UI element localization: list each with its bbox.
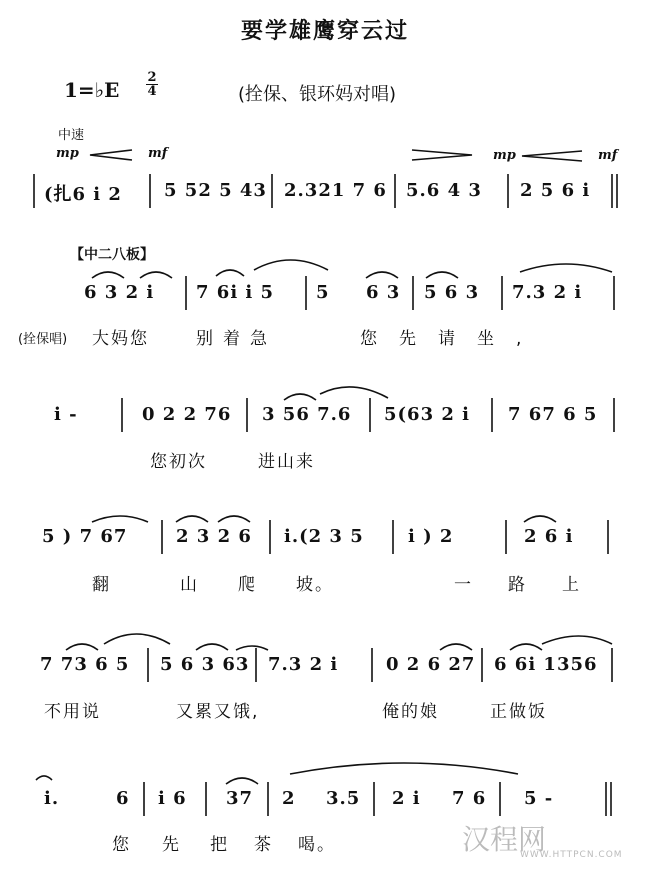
- row5-lyric-1: 不用说: [44, 702, 101, 722]
- slur: [66, 644, 98, 650]
- slur: [216, 270, 244, 276]
- row6-note-1: i.: [44, 788, 60, 809]
- tempo-marking: 中速: [58, 128, 85, 143]
- slur: [520, 264, 612, 272]
- slur: [196, 644, 228, 650]
- row4-lyric-4: 坡。: [296, 575, 334, 595]
- row4-lyric-1: 翻: [92, 575, 111, 595]
- row2-lyric-2: 别着急: [196, 329, 277, 349]
- slur: [510, 644, 542, 650]
- row6-note-8: 7 6: [452, 788, 487, 809]
- singer-prefix: (拴保唱): [18, 332, 68, 347]
- row6-note-7: 2 i: [392, 788, 421, 809]
- time-signature-denominator: 4: [147, 84, 157, 99]
- row5-measure-4: 0 2 6 27: [386, 654, 476, 675]
- row4-measure-5: 2 6 i: [524, 526, 574, 547]
- row4-measure-2: 2 3 2 6: [176, 526, 252, 547]
- time-signature-numerator: 2: [147, 70, 157, 85]
- row6-lyric-1: 您: [112, 835, 131, 855]
- row2-measure-3a: 5: [316, 282, 330, 303]
- row4-lyric-5: 一: [454, 575, 473, 595]
- row3-measure-1: i -: [54, 404, 78, 425]
- row6-lyric-4: 茶: [254, 835, 273, 855]
- row1-measure-2: 5 52 5 43: [164, 180, 267, 201]
- row5-measure-3: 7.3 2 i: [268, 654, 339, 675]
- row5-measure-2: 5 6 3 63: [160, 654, 250, 675]
- row2-measure-4: 5 6 3: [424, 282, 480, 303]
- row4-measure-4: i ) 2: [408, 526, 454, 547]
- crescendo-hairpin: [522, 151, 582, 161]
- row6-lyric-5: 喝。: [298, 835, 336, 855]
- dynamic-mf-2: mf: [598, 148, 618, 163]
- slur: [176, 516, 208, 522]
- watermark-url: WWW.HTTPCN.COM: [520, 850, 623, 860]
- row6-note-2: 6: [116, 788, 130, 809]
- row4-measure-1: 5 ) 7 67: [42, 526, 128, 547]
- slur: [92, 272, 124, 278]
- row1-measure-1: (扎6 i 2: [44, 184, 122, 205]
- dynamic-mp-2: mp: [493, 148, 516, 163]
- row6-note-9: 5 -: [524, 788, 554, 809]
- slur: [290, 763, 518, 774]
- row6-note-6: 3.5: [326, 788, 361, 809]
- slur: [218, 516, 250, 522]
- dynamic-mf-1: mf: [148, 146, 168, 161]
- slur: [366, 272, 398, 278]
- slur: [92, 516, 148, 522]
- row4-lyric-6: 路: [508, 575, 527, 595]
- slur: [440, 644, 472, 650]
- decrescendo-hairpin: [412, 150, 472, 160]
- row6-note-5: 2: [282, 788, 296, 809]
- row3-measure-3: 3 56 7.6: [262, 404, 352, 425]
- row6-lyric-3: 把: [210, 835, 229, 855]
- row6-lyric-2: 先: [162, 835, 181, 855]
- row3-lyric-1: 您初次: [150, 452, 207, 472]
- slur: [320, 387, 388, 398]
- row4-measure-3: i.(2 3 5: [284, 526, 364, 547]
- slur: [426, 272, 458, 278]
- row2-measure-5: 7.3 2 i: [512, 282, 583, 303]
- crescendo-hairpin: [90, 150, 132, 160]
- row1-measure-5: 2 5 6 i: [520, 180, 591, 201]
- slur: [226, 778, 258, 784]
- row4-lyric-7: 上: [562, 575, 581, 595]
- row3-lyric-2: 进山来: [258, 452, 315, 472]
- slur: [524, 516, 556, 522]
- song-title: 要学雄鹰穿云过: [240, 19, 409, 44]
- row2-lyric-3: 您先请坐,: [360, 329, 544, 349]
- slur: [36, 776, 52, 780]
- row3-measure-2: 0 2 2 76: [142, 404, 232, 425]
- row5-measure-5: 6 6i 1356: [494, 654, 598, 675]
- row2-measure-2: 7 6i i 5: [196, 282, 275, 303]
- performers-note: (拴保、银环妈对唱): [238, 84, 397, 105]
- row6-note-3: i 6: [158, 788, 187, 809]
- row3-measure-5: 7 67 6 5: [508, 404, 598, 425]
- row5-lyric-3: 俺的娘: [382, 702, 439, 722]
- dynamic-mp-1: mp: [56, 146, 79, 161]
- row1-measure-3: 2.321 7 6: [284, 180, 387, 201]
- slur: [236, 646, 268, 650]
- row5-lyric-2: 又累又饿,: [176, 702, 260, 722]
- row5-measure-1: 7 73 6 5: [40, 654, 130, 675]
- row6-note-4: 37: [226, 788, 254, 809]
- key-signature: 1=♭E: [64, 78, 120, 102]
- watermark-logo: 汉程网: [462, 823, 547, 856]
- slur: [140, 272, 172, 278]
- row2-measure-3b: 6 3: [366, 282, 401, 303]
- row2-measure-1: 6 3 2 i: [84, 282, 155, 303]
- banshi-label: 【中二八板】: [70, 247, 154, 263]
- row4-lyric-3: 爬: [238, 575, 257, 595]
- slur: [104, 634, 170, 644]
- slur: [542, 636, 612, 644]
- row3-measure-4: 5(63 2 i: [384, 404, 470, 425]
- row4-lyric-2: 山: [180, 575, 199, 595]
- row2-lyric-1: 大妈您: [92, 329, 149, 349]
- slur: [254, 260, 328, 270]
- slur: [284, 394, 316, 400]
- row5-lyric-4: 正做饭: [490, 702, 547, 722]
- row1-measure-4: 5.6 4 3: [406, 180, 482, 201]
